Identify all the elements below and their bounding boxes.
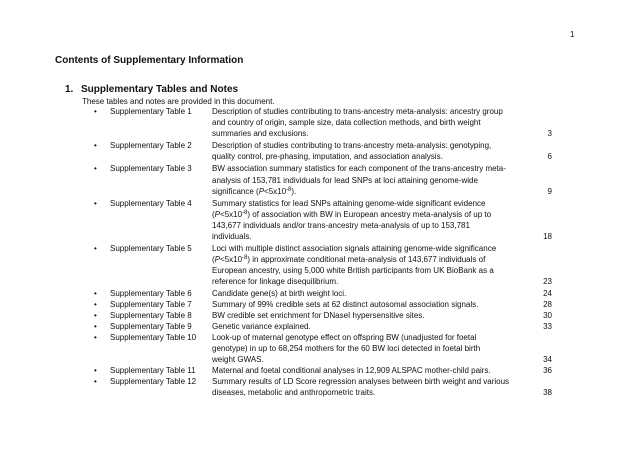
table-description xyxy=(212,243,532,287)
description-line: Summary results of LD Score regression analyses between birth weight and various xyxy=(212,377,510,387)
section-number: 1. xyxy=(65,84,74,95)
table-label: Supplementary Table 10 xyxy=(110,332,197,342)
bullet-icon: • xyxy=(94,321,97,331)
description-line: European ancestry, using 5,000 white British participants from UK BioBank as a xyxy=(212,266,494,276)
section-heading xyxy=(65,84,238,95)
table-label: Supplementary Table 9 xyxy=(110,321,192,331)
list-item xyxy=(0,376,640,398)
list-item xyxy=(0,106,640,139)
table-label: Supplementary Table 1 xyxy=(110,107,192,116)
bullet-icon: • xyxy=(94,366,97,376)
description-line: reference for linkage disequilibrium. xyxy=(212,277,339,287)
list-item xyxy=(0,365,640,376)
description-line: and country of origin, sample size, data collection methods, and birth weight xyxy=(212,118,481,128)
description-line: BW credible set enrichment for DNaseI hypersensitive sites. xyxy=(212,310,425,320)
list-item xyxy=(0,288,640,299)
table-label: Supplementary Table 11 xyxy=(110,366,196,376)
page-reference: 33 xyxy=(543,321,552,331)
description-line: diseases, metabolic and anthropometric traits. xyxy=(212,388,376,398)
section-title: Supplementary Tables and Notes xyxy=(81,84,239,95)
description-line: significance $(P<5x10^{-8})$. xyxy=(212,186,297,196)
list-item xyxy=(0,163,640,196)
description-line: genotype) in up to 68,254 mothers for the 60 BW loci detected in foetal birth xyxy=(212,343,481,353)
description-line: Summary statistics for lead SNPs attaining genome-wide significant evidence xyxy=(212,198,486,208)
page-reference: 28 xyxy=(543,299,552,309)
page-reference: 36 xyxy=(543,366,552,376)
table-description xyxy=(212,365,532,376)
description-line: analysis of 153,781 individuals for lead SNPs at loci attaining genome-wide xyxy=(212,175,478,185)
page-reference: 9 xyxy=(547,186,552,196)
description-line: $(P<5x10^{-8})$ in approximate conditional meta-analysis of 143,677 individuals of xyxy=(212,255,486,265)
bullet-icon: • xyxy=(94,288,97,298)
table-description xyxy=(212,288,532,299)
table-label: Supplementary Table 2 xyxy=(110,141,192,151)
table-description xyxy=(212,106,532,139)
table-description xyxy=(212,299,532,310)
table-label: Supplementary Table 5 xyxy=(110,244,192,254)
description-line: Loci with multiple distinct association signals attaining genome-wide significance xyxy=(212,244,497,254)
page-reference: 34 xyxy=(543,355,552,365)
description-line: Description of studies contributing to trans-ancestry meta-analysis: genotyping, xyxy=(212,141,492,151)
description-line: summaries and exclusions. xyxy=(212,129,309,139)
bullet-icon: • xyxy=(94,164,97,174)
list-item xyxy=(0,321,640,332)
section-intro: These tables and notes are provided in this document. xyxy=(82,97,275,106)
page-reference: 38 xyxy=(543,388,552,398)
description-line: Summary of 99% credible sets at 62 distinct autosomal association signals. xyxy=(212,299,479,309)
description-line: Genetic variance explained. xyxy=(212,321,311,331)
list-item xyxy=(0,332,640,365)
description-line: Look-up of maternal genotype effect on offspring BW (unadjusted for foetal xyxy=(212,332,477,342)
description-line: weight GWAS. xyxy=(212,355,264,365)
table-list xyxy=(0,106,640,398)
description-line: $(P<5x10^{-8})$ of association with BW in European ancestry meta-analysis of up to xyxy=(212,209,492,219)
list-item xyxy=(0,243,640,287)
description-line: quality control, pre-phasing, imputation, and association analysis. xyxy=(212,152,443,162)
table-description xyxy=(212,198,532,242)
table-description xyxy=(212,332,532,365)
table-description xyxy=(212,376,532,398)
table-description xyxy=(212,163,532,196)
list-item xyxy=(0,140,640,162)
table-label: Supplementary Table 6 xyxy=(110,288,192,298)
table-label: Supplementary Table 7 xyxy=(110,299,192,309)
bullet-icon: • xyxy=(94,377,97,387)
table-description xyxy=(212,321,532,332)
page-reference: 6 xyxy=(547,152,552,162)
bullet-icon: • xyxy=(94,107,97,116)
table-label: Supplementary Table 4 xyxy=(110,198,192,208)
bullet-icon: • xyxy=(94,299,97,309)
table-label: Supplementary Table 3 xyxy=(110,164,192,174)
page-reference: 23 xyxy=(543,277,552,287)
description-line: Description of studies contributing to trans-ancestry meta-analysis: ancestry group xyxy=(212,107,503,116)
list-item xyxy=(0,299,640,310)
table-label: Supplementary Table 12 xyxy=(110,377,197,387)
table-label: Supplementary Table 8 xyxy=(110,310,192,320)
page-reference: 18 xyxy=(543,232,552,242)
contents-heading: Contents of Supplementary Information xyxy=(55,55,244,66)
table-description xyxy=(212,310,532,321)
description-line: Candidate gene(s) at birth weight loci. xyxy=(212,288,347,298)
page-reference: 24 xyxy=(543,288,552,298)
bullet-icon: • xyxy=(94,310,97,320)
description-line: 143,677 individuals and/or trans-ancestry meta-analysis of up to 153,781 xyxy=(212,220,470,230)
list-item xyxy=(0,198,640,242)
list-item xyxy=(0,310,640,321)
description-line: Maternal and foetal conditional analyses in 12,909 ALSPAC mother-child pairs. xyxy=(212,366,491,376)
page-number: 1 xyxy=(570,30,575,39)
description-line: BW association summary statistics for each component of the trans-ancestry meta- xyxy=(212,164,506,174)
description-line: individuals. xyxy=(212,232,252,242)
bullet-icon: • xyxy=(94,141,97,151)
bullet-icon: • xyxy=(94,198,97,208)
bullet-icon: • xyxy=(94,244,97,254)
page-reference: 3 xyxy=(547,129,552,139)
page-reference: 30 xyxy=(543,310,552,320)
bullet-icon: • xyxy=(94,332,97,342)
table-description xyxy=(212,140,532,162)
